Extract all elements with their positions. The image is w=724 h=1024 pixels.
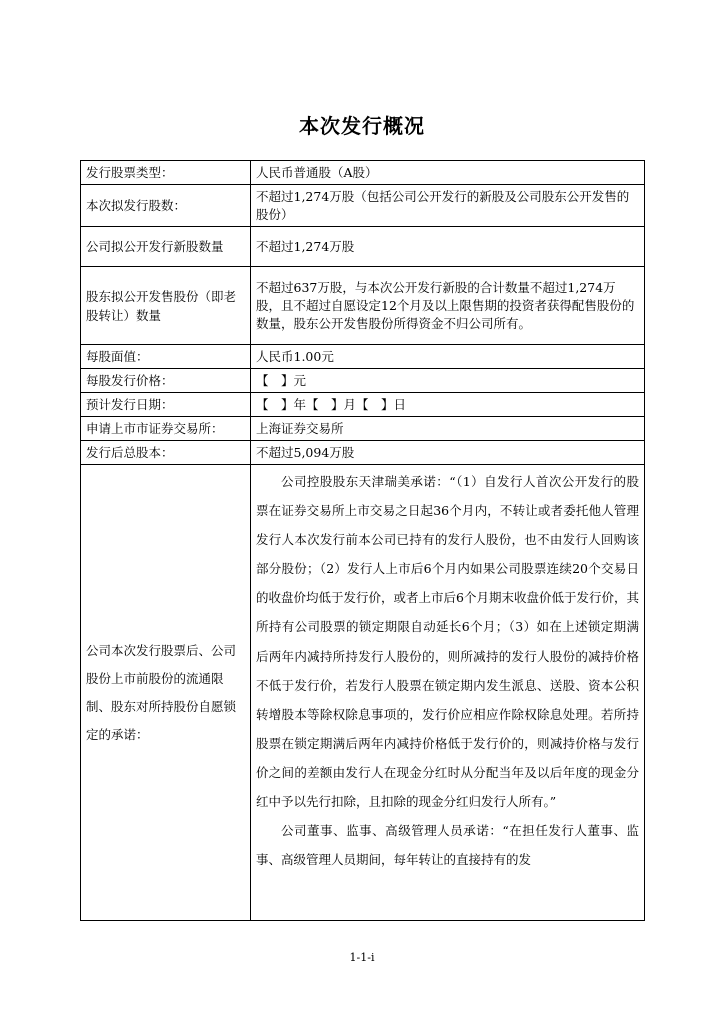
page-title: 本次发行概况 xyxy=(299,114,425,138)
page-number: 1-1-i xyxy=(349,951,375,964)
row-label-exchange: 申请上市市证券交易所： xyxy=(81,417,251,441)
commitment-paragraph-controlling-shareholder: 公司控股股东天津瑞美承诺：“（1）自发行人首次公开发行的股票在证券交易所上市交易之日起36个月内，不转让或者委托他人管理发行人本次发行前本公司已持有的发行人股份，也不由发行人回购该部分股份；（2）发行人上市后6个月内如果公司股票连续20个交易日的收盘价均低于发行价，或者上市后6个月期末收盘价低于发行价，其所持有公司股票的锁定期限自动延长6个月；（3）如在上述锁定期满后两年内减持所持发行人股份的，则所减持的发行人股份的减持价格不低于发行价，若发行人股票在锁定期内发生派息、送股、资本公积转增股本等除权除息事项的，发行价应相应作除权除息处理。若所持股票在锁定期满后两年内减持价格低于发行价的，则减持价格与发行价之间的差额由发行人在现金分红时从分配当年及以后年度的现金分红中予以先行扣除，且扣除的现金分红归发行人所有。” xyxy=(256,474,639,810)
row-value-stock-type: 人民币普通股（A股） xyxy=(251,161,645,185)
table-row xyxy=(81,267,645,345)
row-label-total-shares: 发行后总股本： xyxy=(81,441,251,465)
row-value-par-value: 人民币1.00元 xyxy=(251,345,645,369)
table-row xyxy=(81,227,645,267)
row-label-issue-shares: 本次拟发行股数： xyxy=(81,185,251,227)
row-label-new-shares: 公司拟公开发行新股数量 xyxy=(81,227,251,267)
row-label-par-value: 每股面值： xyxy=(81,345,251,369)
row-label-old-shares: 股东拟公开发售股份（即老股转让）数量 xyxy=(81,267,251,345)
row-value-total-shares: 不超过5,094万股 xyxy=(251,441,645,465)
row-value-new-shares: 不超过1,274万股 xyxy=(251,227,645,267)
table-row xyxy=(81,345,645,369)
row-value-exchange: 上海证券交易所 xyxy=(251,417,645,441)
row-label-issue-price: 每股发行价格： xyxy=(81,369,251,393)
row-value-issue-shares: 不超过1,274万股（包括公司公开发行的新股及公司股东公开发售的股份） xyxy=(251,185,645,227)
table-row xyxy=(81,465,645,921)
row-label-issue-date: 预计发行日期： xyxy=(81,393,251,417)
row-value-issue-price: 【 】元 xyxy=(251,369,645,393)
row-value-old-shares: 不超过637万股，与本次公开发行新股的合计数量不超过1,274万股，且不超过自愿设定12个月及以上限售期的投资者获得配售股份的数量，股东公开发售股份所得资金不归公司所有。 xyxy=(251,267,645,345)
table-row xyxy=(81,417,645,441)
table-row xyxy=(81,441,645,465)
table-row xyxy=(81,185,645,227)
commitment-paragraph-directors: 公司董事、监事、高级管理人员承诺：“在担任发行人董事、监事、高级管理人员期间，每年转让的直接持有的发 xyxy=(256,823,639,868)
row-label-stock-type: 发行股票类型： xyxy=(81,161,251,185)
row-label-lockup-commitment: 公司本次发行股票后、公司股份上市前股份的流通限制、股东对所持股份自愿锁定的承诺： xyxy=(81,465,251,921)
offering-overview-table xyxy=(80,160,645,921)
table-row xyxy=(81,393,645,417)
row-value-issue-date: 【 】年【 】月【 】日 xyxy=(251,393,645,417)
table-row xyxy=(81,161,645,185)
table-row xyxy=(81,369,645,393)
row-value-lockup-commitment xyxy=(251,465,645,921)
